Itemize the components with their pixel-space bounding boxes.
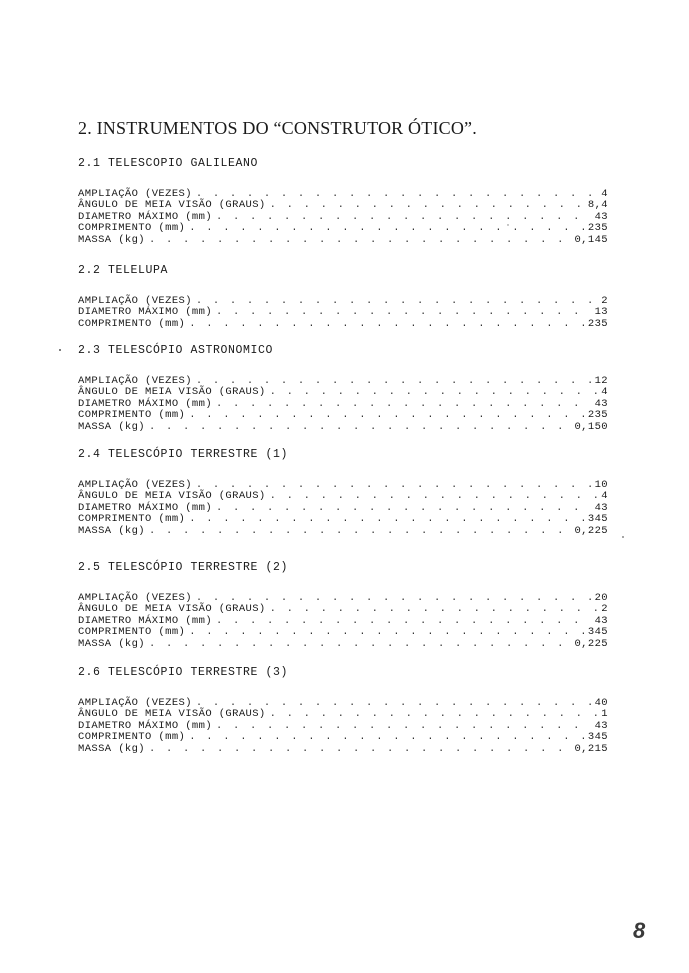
spec-row <box>78 732 608 743</box>
spec-value: 345 <box>587 513 608 526</box>
spec-value: 2 <box>601 603 608 616</box>
spec-row <box>78 514 608 525</box>
dot-leader <box>196 296 597 307</box>
dot-leader <box>216 721 591 732</box>
spec-value: 43 <box>594 210 608 223</box>
spec-value: 0,150 <box>574 420 608 433</box>
spec-label: MASSA (kg) <box>78 233 146 246</box>
spec-label: COMPRIMENTO (mm) <box>78 626 186 639</box>
spec-label: COMPRIMENTO (mm) <box>78 409 186 422</box>
section-title: 2.4 TELESCÓPIO TERRESTRE (1) <box>78 448 289 461</box>
spec-list <box>78 480 608 537</box>
spec-value: 345 <box>587 731 608 744</box>
section-telescopio-galileano <box>78 157 608 246</box>
dot-leader <box>189 514 584 525</box>
spec-value: 235 <box>587 409 608 422</box>
spec-value: 0,225 <box>574 637 608 650</box>
dot-leader <box>216 399 591 410</box>
spec-row <box>78 744 608 755</box>
section-title: 2.5 TELESCÓPIO TERRESTRE (2) <box>78 561 289 574</box>
section-telelupa <box>78 264 608 330</box>
spec-list <box>78 296 608 330</box>
dot-leader <box>216 307 591 318</box>
dot-leader <box>216 503 591 514</box>
spec-label: AMPLIAÇÃO (VEZES) <box>78 375 192 387</box>
spec-label: DIAMETRO MÁXIMO (mm) <box>78 614 213 627</box>
dot-leader <box>270 200 584 211</box>
spec-label: ÂNGULO DE MEIA VISÃO (GRAUS) <box>78 490 266 503</box>
dot-leader <box>189 319 584 330</box>
dot-leader <box>216 616 591 627</box>
spec-row <box>78 422 608 433</box>
section-title: 2.3 TELESCÓPIO ASTRONOMICO <box>78 344 274 357</box>
spec-row <box>78 526 608 537</box>
spec-value: 345 <box>587 626 608 639</box>
page-title: 2. INSTRUMENTOS DO “CONSTRUTOR ÓTICO”. <box>78 118 477 138</box>
spec-row <box>78 235 608 246</box>
spec-value: 43 <box>594 397 608 410</box>
spec-list <box>78 698 608 755</box>
spec-label: ÂNGULO DE MEIA VISÃO (GRAUS) <box>78 386 266 399</box>
spec-row <box>78 639 608 650</box>
dot-leader <box>216 212 591 223</box>
dot-leader <box>189 223 584 234</box>
spec-value: 1 <box>601 708 608 721</box>
spec-label: COMPRIMENTO (mm) <box>78 513 186 526</box>
spec-row <box>78 627 608 638</box>
spec-value: 4 <box>601 188 608 200</box>
spec-label: MASSA (kg) <box>78 420 146 433</box>
dot-leader <box>189 627 584 638</box>
spec-label: AMPLIAÇÃO (VEZES) <box>78 697 192 709</box>
spec-value: 13 <box>594 306 608 319</box>
spec-value: 43 <box>594 719 608 732</box>
spec-value: 0,225 <box>574 524 608 537</box>
spec-label: COMPRIMENTO (mm) <box>78 731 186 744</box>
spec-value: 8,4 <box>587 199 608 212</box>
spec-value: 235 <box>587 222 608 235</box>
spec-row <box>78 223 608 234</box>
dot-leader <box>149 639 570 650</box>
spec-value: 0,145 <box>574 233 608 246</box>
spec-value: 10 <box>594 479 608 491</box>
dot-leader <box>189 732 584 743</box>
spec-value: 20 <box>594 592 608 604</box>
spec-value: 0,215 <box>574 742 608 755</box>
spec-label: COMPRIMENTO (mm) <box>78 317 186 330</box>
spec-label: DIAMETRO MÁXIMO (mm) <box>78 397 213 410</box>
spec-label: DIAMETRO MÁXIMO (mm) <box>78 719 213 732</box>
spec-label: DIAMETRO MÁXIMO (mm) <box>78 306 213 319</box>
spec-value: 4 <box>601 386 608 399</box>
spec-label: MASSA (kg) <box>78 524 146 537</box>
dot-leader <box>270 387 598 398</box>
spec-label: DIAMETRO MÁXIMO (mm) <box>78 210 213 223</box>
spec-value: 2 <box>601 295 608 307</box>
dot-leader <box>149 422 570 433</box>
spec-value: 12 <box>594 375 608 387</box>
dot-leader <box>149 235 570 246</box>
spec-label: MASSA (kg) <box>78 742 146 755</box>
section-telescopio-astronomico <box>78 344 608 433</box>
spec-value: 43 <box>594 501 608 514</box>
section-telescopio-terrestre-1 <box>78 448 608 537</box>
dot-leader <box>189 410 584 421</box>
section-telescopio-terrestre-3 <box>78 666 608 755</box>
spec-label: ÂNGULO DE MEIA VISÃO (GRAUS) <box>78 708 266 721</box>
spec-list <box>78 593 608 650</box>
spec-label: AMPLIAÇÃO (VEZES) <box>78 188 192 200</box>
dot-leader <box>149 744 570 755</box>
spec-label: AMPLIAÇÃO (VEZES) <box>78 592 192 604</box>
spec-label: MASSA (kg) <box>78 637 146 650</box>
spec-value: 43 <box>594 614 608 627</box>
spec-label: ÂNGULO DE MEIA VISÃO (GRAUS) <box>78 199 266 212</box>
spec-label: AMPLIAÇÃO (VEZES) <box>78 479 192 491</box>
page-number: 8 <box>633 918 646 943</box>
spec-list <box>78 376 608 433</box>
spec-value: 235 <box>587 317 608 330</box>
spec-value: 40 <box>594 697 608 709</box>
spec-label: COMPRIMENTO (mm) <box>78 222 186 235</box>
spec-value: 4 <box>601 490 608 503</box>
spec-label: AMPLIAÇÃO (VEZES) <box>78 295 192 307</box>
section-title: 2.1 TELESCOPIO GALILEANO <box>78 157 259 170</box>
section-title: 2.2 TELELUPA <box>78 264 169 277</box>
spec-row <box>78 410 608 421</box>
dot-leader <box>149 526 570 537</box>
spec-list <box>78 189 608 246</box>
section-telescopio-terrestre-2 <box>78 561 608 650</box>
spec-label: ÂNGULO DE MEIA VISÃO (GRAUS) <box>78 603 266 616</box>
spec-row <box>78 319 608 330</box>
dot-leader <box>270 491 598 502</box>
section-title: 2.6 TELESCÓPIO TERRESTRE (3) <box>78 666 289 679</box>
spec-label: DIAMETRO MÁXIMO (mm) <box>78 501 213 514</box>
dot-leader <box>270 604 598 615</box>
dot-leader <box>270 709 598 720</box>
